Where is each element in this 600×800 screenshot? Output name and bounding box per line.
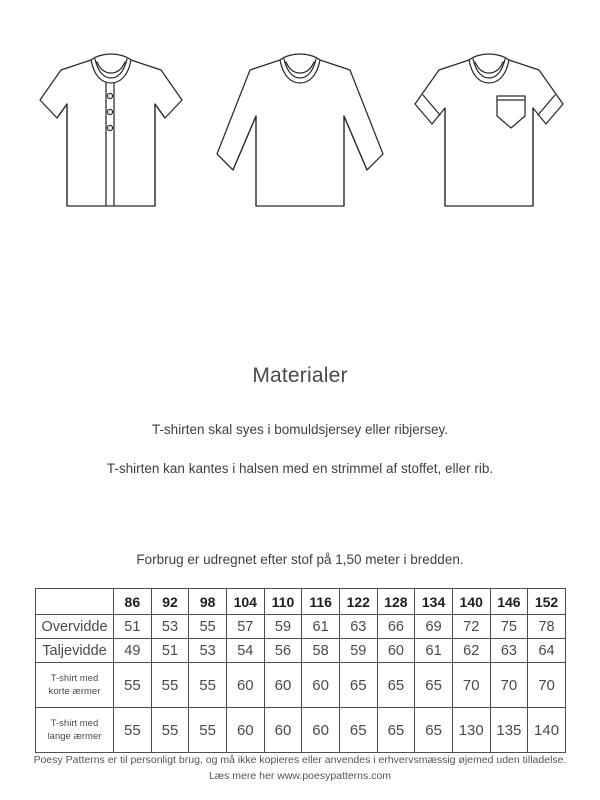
row-label-line-2: korte ærmer — [48, 686, 101, 697]
measurement-cell: 55 — [189, 708, 227, 753]
measurement-cell: 49 — [114, 639, 152, 663]
materials-heading: Materialer — [252, 364, 348, 387]
technical-drawings — [0, 38, 600, 233]
measurement-cell: 55 — [189, 615, 227, 639]
row-label-line-1: T-shirt med — [50, 673, 99, 684]
measurement-cell: 66 — [377, 615, 415, 639]
measurement-cell: 61 — [415, 639, 453, 663]
measurement-cell: 65 — [415, 708, 453, 753]
measurement-cell: 59 — [264, 615, 302, 639]
measurement-cell: 55 — [114, 663, 152, 708]
row-label-line-1: T-shirt med — [50, 718, 99, 729]
measurement-cell: 60 — [264, 708, 302, 753]
measurement-cell: 130 — [452, 708, 490, 753]
tshirt-short-sleeve-pocket-illustration — [400, 38, 578, 233]
footer-copyright-line: Poesy Patterns er til personligt brug, og må ikke kopieres eller anvendes i erhvervsmæssig øjemed uden tilladelse. — [33, 754, 567, 766]
measurement-cell: 75 — [490, 615, 528, 639]
measurement-cell: 63 — [339, 615, 377, 639]
size-header-86: 86 — [114, 589, 152, 615]
row-label: Overvidde — [36, 615, 114, 639]
measurement-cell: 65 — [377, 708, 415, 753]
row-label — [36, 663, 114, 708]
row-label-line-2: lange ærmer — [47, 731, 102, 742]
measurement-cell: 65 — [339, 708, 377, 753]
measurement-cell: 54 — [226, 639, 264, 663]
measurement-cell: 65 — [377, 663, 415, 708]
measurement-cell: 58 — [302, 639, 340, 663]
row-label: Taljevidde — [36, 639, 114, 663]
measurement-cell: 65 — [339, 663, 377, 708]
measurement-cell: 65 — [415, 663, 453, 708]
footer — [0, 752, 600, 784]
size-header-98: 98 — [189, 589, 227, 615]
size-header-152: 152 — [528, 589, 566, 615]
measurement-cell: 78 — [528, 615, 566, 639]
materials-text-line-1: T-shirten skal syes i bomuldsjersey eller ribjersey. — [151, 422, 449, 437]
table-header — [36, 589, 566, 615]
measurement-cell: 69 — [415, 615, 453, 639]
footer-website-line: Læs mere her www.poesypatterns.com — [208, 770, 392, 782]
size-header-134: 134 — [415, 589, 453, 615]
measurement-cell: 59 — [339, 639, 377, 663]
size-header-122: 122 — [339, 589, 377, 615]
measurement-cell: 55 — [189, 663, 227, 708]
measurement-cell: 60 — [302, 663, 340, 708]
measurement-cell: 55 — [151, 663, 189, 708]
measurement-cell: 135 — [490, 708, 528, 753]
table-row — [36, 663, 566, 708]
measurement-cell: 53 — [189, 639, 227, 663]
measurement-cell: 62 — [452, 639, 490, 663]
size-header-110: 110 — [264, 589, 302, 615]
size-header-128: 128 — [377, 589, 415, 615]
table-body — [36, 615, 566, 753]
measurement-cell: 61 — [302, 615, 340, 639]
measurement-cell: 55 — [114, 708, 152, 753]
size-header-104: 104 — [226, 589, 264, 615]
table-row — [36, 639, 566, 663]
measurement-cell: 70 — [490, 663, 528, 708]
row-label — [36, 708, 114, 753]
measurement-cell: 51 — [151, 639, 189, 663]
measurement-cell: 53 — [151, 615, 189, 639]
measurement-cell: 140 — [528, 708, 566, 753]
size-header-116: 116 — [302, 589, 340, 615]
table-header-row — [36, 589, 566, 615]
table-row — [36, 615, 566, 639]
measurement-cell: 60 — [302, 708, 340, 753]
measurement-cell: 60 — [377, 639, 415, 663]
tshirt-short-sleeve-button-placket-illustration — [22, 38, 200, 233]
size-measurement-table — [35, 588, 566, 753]
measurement-cell: 56 — [264, 639, 302, 663]
measurement-cell: 70 — [452, 663, 490, 708]
measurement-cell: 55 — [151, 708, 189, 753]
measurement-cell: 60 — [226, 708, 264, 753]
measurement-cell: 72 — [452, 615, 490, 639]
measurement-cell: 60 — [264, 663, 302, 708]
measurement-cell: 70 — [528, 663, 566, 708]
size-header-140: 140 — [452, 589, 490, 615]
measurement-cell: 51 — [114, 615, 152, 639]
measurement-cell: 57 — [226, 615, 264, 639]
measurement-cell: 64 — [528, 639, 566, 663]
materials-text-line-2: T-shirten kan kantes i halsen med en strimmel af stoffet, eller rib. — [106, 461, 494, 476]
tshirt-long-sleeve-plain-illustration — [211, 38, 389, 233]
table-corner-cell — [36, 589, 114, 615]
table-row — [36, 708, 566, 753]
size-header-146: 146 — [490, 589, 528, 615]
measurement-cell: 63 — [490, 639, 528, 663]
size-header-92: 92 — [151, 589, 189, 615]
measurement-cell: 60 — [226, 663, 264, 708]
fabric-consumption-note: Forbrug er udregnet efter stof på 1,50 meter i bredden. — [136, 552, 464, 567]
